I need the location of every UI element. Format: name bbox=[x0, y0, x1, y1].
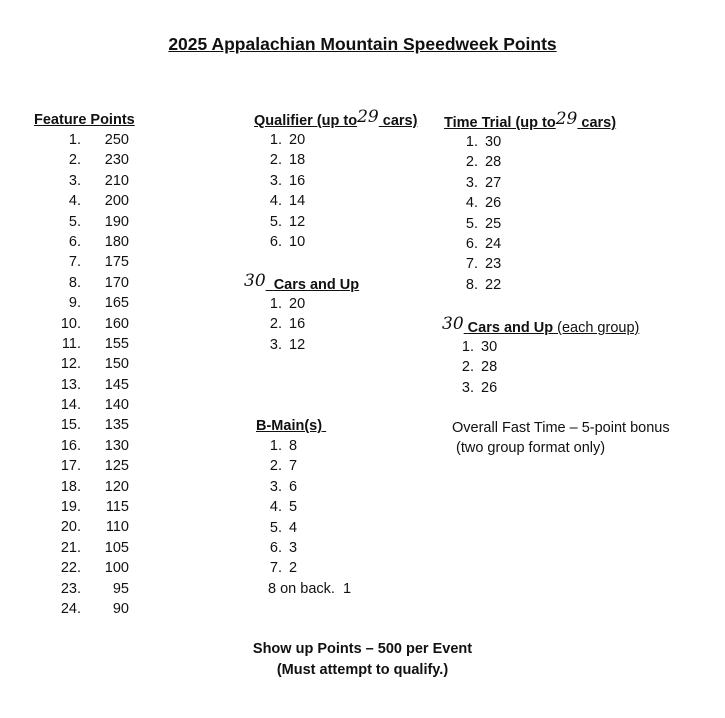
show-up-points: Show up Points – 500 per Event bbox=[252, 641, 473, 657]
feature-points-list bbox=[34, 130, 135, 619]
position-number: 3. bbox=[269, 172, 282, 189]
points-value: 7 bbox=[289, 458, 298, 475]
points-value: 16 bbox=[289, 172, 306, 189]
list-item bbox=[34, 579, 135, 599]
points-value: 165 bbox=[104, 295, 129, 312]
points-value: 12 bbox=[289, 213, 306, 230]
position-number: 2. bbox=[269, 458, 282, 475]
list-item bbox=[254, 436, 351, 456]
position-number: 3. bbox=[461, 379, 474, 396]
list-item bbox=[34, 150, 135, 170]
points-value: 150 bbox=[104, 356, 129, 373]
list-item bbox=[254, 171, 417, 191]
position-number: 3. bbox=[465, 174, 478, 191]
position-number: 10. bbox=[60, 315, 81, 332]
list-item bbox=[34, 497, 135, 517]
qualifier-30-heading bbox=[244, 271, 360, 294]
list-item bbox=[254, 191, 417, 211]
position-number: 24. bbox=[60, 600, 81, 617]
list-item bbox=[254, 477, 351, 497]
position-number: 6. bbox=[465, 235, 478, 252]
position-number: 2. bbox=[465, 154, 478, 171]
position-number: 2. bbox=[461, 359, 474, 376]
bmain-heading bbox=[256, 416, 351, 436]
qualifier-30-section bbox=[244, 271, 360, 355]
position-number: 8. bbox=[465, 276, 478, 293]
position-number: 1. bbox=[461, 339, 474, 355]
list-item bbox=[34, 293, 135, 313]
list-item bbox=[34, 273, 135, 293]
points-value: 120 bbox=[104, 478, 129, 495]
qualifier-heading-prefix: Qualifier (up to bbox=[254, 113, 358, 129]
points-value: 6 bbox=[289, 478, 298, 495]
points-value: 210 bbox=[104, 172, 129, 189]
position-number: 13. bbox=[60, 376, 81, 393]
list-item bbox=[444, 152, 616, 172]
points-value: 28 bbox=[485, 154, 502, 171]
list-item bbox=[444, 173, 616, 193]
points-value: 145 bbox=[104, 376, 129, 393]
list-item bbox=[34, 395, 135, 415]
list-item bbox=[254, 212, 417, 232]
points-value: 125 bbox=[104, 458, 129, 475]
list-item bbox=[444, 275, 616, 295]
points-value: 100 bbox=[104, 560, 129, 577]
points-value: 160 bbox=[104, 315, 129, 332]
position-number: 4. bbox=[465, 195, 478, 212]
list-item bbox=[254, 335, 359, 355]
qualifier-handwritten-number: 29 bbox=[357, 107, 379, 127]
position-number: 7. bbox=[68, 254, 81, 271]
time-trial-30-heading-label: Cars and Up bbox=[467, 320, 554, 336]
bmain-points-list bbox=[254, 436, 351, 579]
position-number: 17. bbox=[60, 458, 81, 475]
position-number: 5. bbox=[68, 213, 81, 230]
time-trial-30-points-list bbox=[440, 337, 639, 398]
list-item bbox=[440, 337, 639, 357]
list-item bbox=[254, 456, 351, 476]
position-number: 7. bbox=[269, 560, 282, 577]
points-value: 130 bbox=[104, 437, 129, 454]
list-item bbox=[34, 354, 135, 374]
fast-time-line1: Overall Fast Time – 5-point bonus bbox=[452, 420, 670, 436]
time-trial-heading-mid: (up to bbox=[511, 115, 556, 131]
time-trial-30-section bbox=[442, 314, 640, 398]
list-item bbox=[254, 294, 359, 314]
position-number: 3. bbox=[269, 478, 282, 495]
position-number: 11. bbox=[61, 335, 81, 352]
points-value: 28 bbox=[481, 359, 498, 376]
position-number: 1. bbox=[269, 296, 282, 312]
time-trial-handwritten-number: 29 bbox=[555, 109, 578, 129]
list-item bbox=[440, 378, 639, 398]
position-number: 7. bbox=[465, 256, 478, 273]
list-item bbox=[444, 254, 616, 274]
position-number: 23. bbox=[60, 580, 81, 597]
qualifier-section bbox=[254, 107, 418, 252]
qualifier-heading-suffix: cars) bbox=[378, 113, 418, 129]
list-item bbox=[444, 214, 616, 234]
list-item bbox=[254, 232, 417, 252]
time-trial-heading-suffix: cars) bbox=[577, 115, 617, 131]
bmain-heading-text: B-Main(s) bbox=[256, 418, 323, 434]
fast-time-line2: (two group format only) bbox=[456, 440, 606, 456]
time-trial-section bbox=[444, 109, 617, 295]
points-value: 5 bbox=[289, 499, 298, 516]
position-number: 4. bbox=[269, 193, 282, 210]
list-item bbox=[34, 599, 135, 619]
list-item bbox=[34, 517, 135, 537]
points-value: 25 bbox=[485, 215, 502, 232]
position-number: 12. bbox=[60, 356, 81, 373]
list-item bbox=[34, 334, 135, 354]
points-value: 22 bbox=[485, 276, 502, 293]
points-value: 140 bbox=[104, 397, 129, 414]
list-item bbox=[34, 415, 135, 435]
list-item bbox=[444, 193, 616, 213]
position-number: 1. bbox=[68, 132, 81, 148]
qualifier-heading bbox=[254, 107, 418, 130]
list-item bbox=[444, 234, 616, 254]
list-item bbox=[34, 477, 135, 497]
qualifier-30-handwritten-number: 30 bbox=[244, 271, 266, 291]
page-title: 2025 Appalachian Mountain Speedweek Points bbox=[168, 34, 557, 54]
position-number: 4. bbox=[68, 193, 81, 210]
position-number: 1. bbox=[465, 134, 478, 150]
points-value: 14 bbox=[289, 193, 306, 210]
list-item bbox=[254, 497, 351, 517]
bmain-section bbox=[256, 416, 351, 599]
position-number: 6. bbox=[269, 233, 282, 250]
time-trial-30-heading-note: (each group) bbox=[553, 320, 640, 336]
position-number: 9. bbox=[68, 295, 81, 312]
list-item bbox=[34, 171, 135, 191]
points-value: 20 bbox=[289, 296, 306, 312]
position-number: 16. bbox=[60, 437, 81, 454]
position-number: 2. bbox=[269, 152, 282, 169]
list-item bbox=[34, 212, 135, 232]
points-value: 110 bbox=[105, 519, 129, 536]
list-item bbox=[444, 132, 616, 152]
list-item bbox=[254, 518, 351, 538]
points-value: 12 bbox=[289, 336, 306, 353]
list-item bbox=[254, 314, 359, 334]
fast-time-note bbox=[452, 418, 670, 458]
position-number: 22. bbox=[60, 560, 81, 577]
points-value: 26 bbox=[485, 195, 502, 212]
position-number: 15. bbox=[60, 417, 81, 434]
points-value: 30 bbox=[481, 339, 498, 355]
points-value: 190 bbox=[104, 213, 129, 230]
position-number: 5. bbox=[269, 519, 282, 536]
qualifier-30-heading-label: Cars and Up bbox=[273, 277, 360, 293]
feature-points-section bbox=[34, 110, 135, 619]
qualifier-30-points-list bbox=[254, 294, 359, 355]
position-number: 1. bbox=[269, 132, 282, 148]
list-item bbox=[440, 357, 639, 377]
list-item bbox=[254, 558, 351, 578]
points-value: 16 bbox=[289, 316, 306, 333]
list-item bbox=[34, 314, 135, 334]
bmain-extra-line: 8 on back. 1 bbox=[268, 580, 352, 597]
time-trial-30-heading bbox=[442, 314, 640, 337]
time-trial-points-list bbox=[444, 132, 616, 295]
points-value: 200 bbox=[104, 193, 129, 210]
position-number: 20. bbox=[60, 519, 81, 536]
points-value: 20 bbox=[289, 132, 306, 148]
list-item bbox=[34, 558, 135, 578]
list-item bbox=[254, 538, 351, 558]
list-item bbox=[34, 130, 135, 150]
points-value: 24 bbox=[485, 235, 502, 252]
list-item bbox=[34, 436, 135, 456]
time-trial-30-handwritten-number: 30 bbox=[442, 314, 464, 334]
qualify-note: (Must attempt to qualify.) bbox=[276, 662, 449, 678]
time-trial-heading-prefix: Time Trial bbox=[444, 115, 512, 131]
points-value: 18 bbox=[289, 152, 306, 169]
points-value: 90 bbox=[112, 600, 129, 617]
points-value: 175 bbox=[104, 254, 129, 271]
points-value: 4 bbox=[289, 519, 298, 536]
points-value: 105 bbox=[104, 539, 129, 556]
position-number: 19. bbox=[60, 499, 81, 516]
list-item bbox=[34, 191, 135, 211]
position-number: 18. bbox=[60, 478, 81, 495]
points-value: 135 bbox=[104, 417, 129, 434]
points-value: 2 bbox=[289, 560, 298, 577]
position-number: 2. bbox=[269, 316, 282, 333]
list-item bbox=[34, 232, 135, 252]
points-value: 8 bbox=[289, 438, 298, 454]
points-value: 250 bbox=[104, 132, 129, 148]
points-value: 10 bbox=[289, 233, 306, 250]
position-number: 6. bbox=[68, 233, 81, 250]
points-value: 155 bbox=[104, 335, 129, 352]
position-number: 8. bbox=[68, 274, 81, 291]
points-value: 30 bbox=[485, 134, 502, 150]
list-item bbox=[34, 538, 135, 558]
points-value: 115 bbox=[105, 499, 129, 516]
position-number: 5. bbox=[465, 215, 478, 232]
feature-points-heading: Feature Points bbox=[34, 112, 135, 128]
position-number: 2. bbox=[68, 152, 81, 169]
position-number: 3. bbox=[269, 336, 282, 353]
points-value: 3 bbox=[289, 539, 298, 556]
position-number: 6. bbox=[269, 539, 282, 556]
list-item bbox=[34, 456, 135, 476]
list-item bbox=[34, 252, 135, 272]
points-value: 230 bbox=[104, 152, 129, 169]
position-number: 21. bbox=[60, 539, 81, 556]
points-value: 180 bbox=[104, 233, 129, 250]
qualifier-points-list bbox=[254, 130, 417, 252]
list-item bbox=[34, 375, 135, 395]
points-value: 23 bbox=[485, 256, 502, 273]
points-value: 95 bbox=[112, 580, 129, 597]
points-value: 26 bbox=[481, 379, 498, 396]
position-number: 1. bbox=[269, 438, 282, 454]
position-number: 14. bbox=[60, 397, 81, 414]
position-number: 3. bbox=[68, 172, 81, 189]
position-number: 5. bbox=[269, 213, 282, 230]
list-item bbox=[254, 130, 417, 150]
points-value: 170 bbox=[104, 274, 129, 291]
list-item bbox=[254, 150, 417, 170]
time-trial-heading bbox=[444, 109, 617, 132]
points-value: 27 bbox=[485, 174, 502, 191]
position-number: 4. bbox=[269, 499, 282, 516]
